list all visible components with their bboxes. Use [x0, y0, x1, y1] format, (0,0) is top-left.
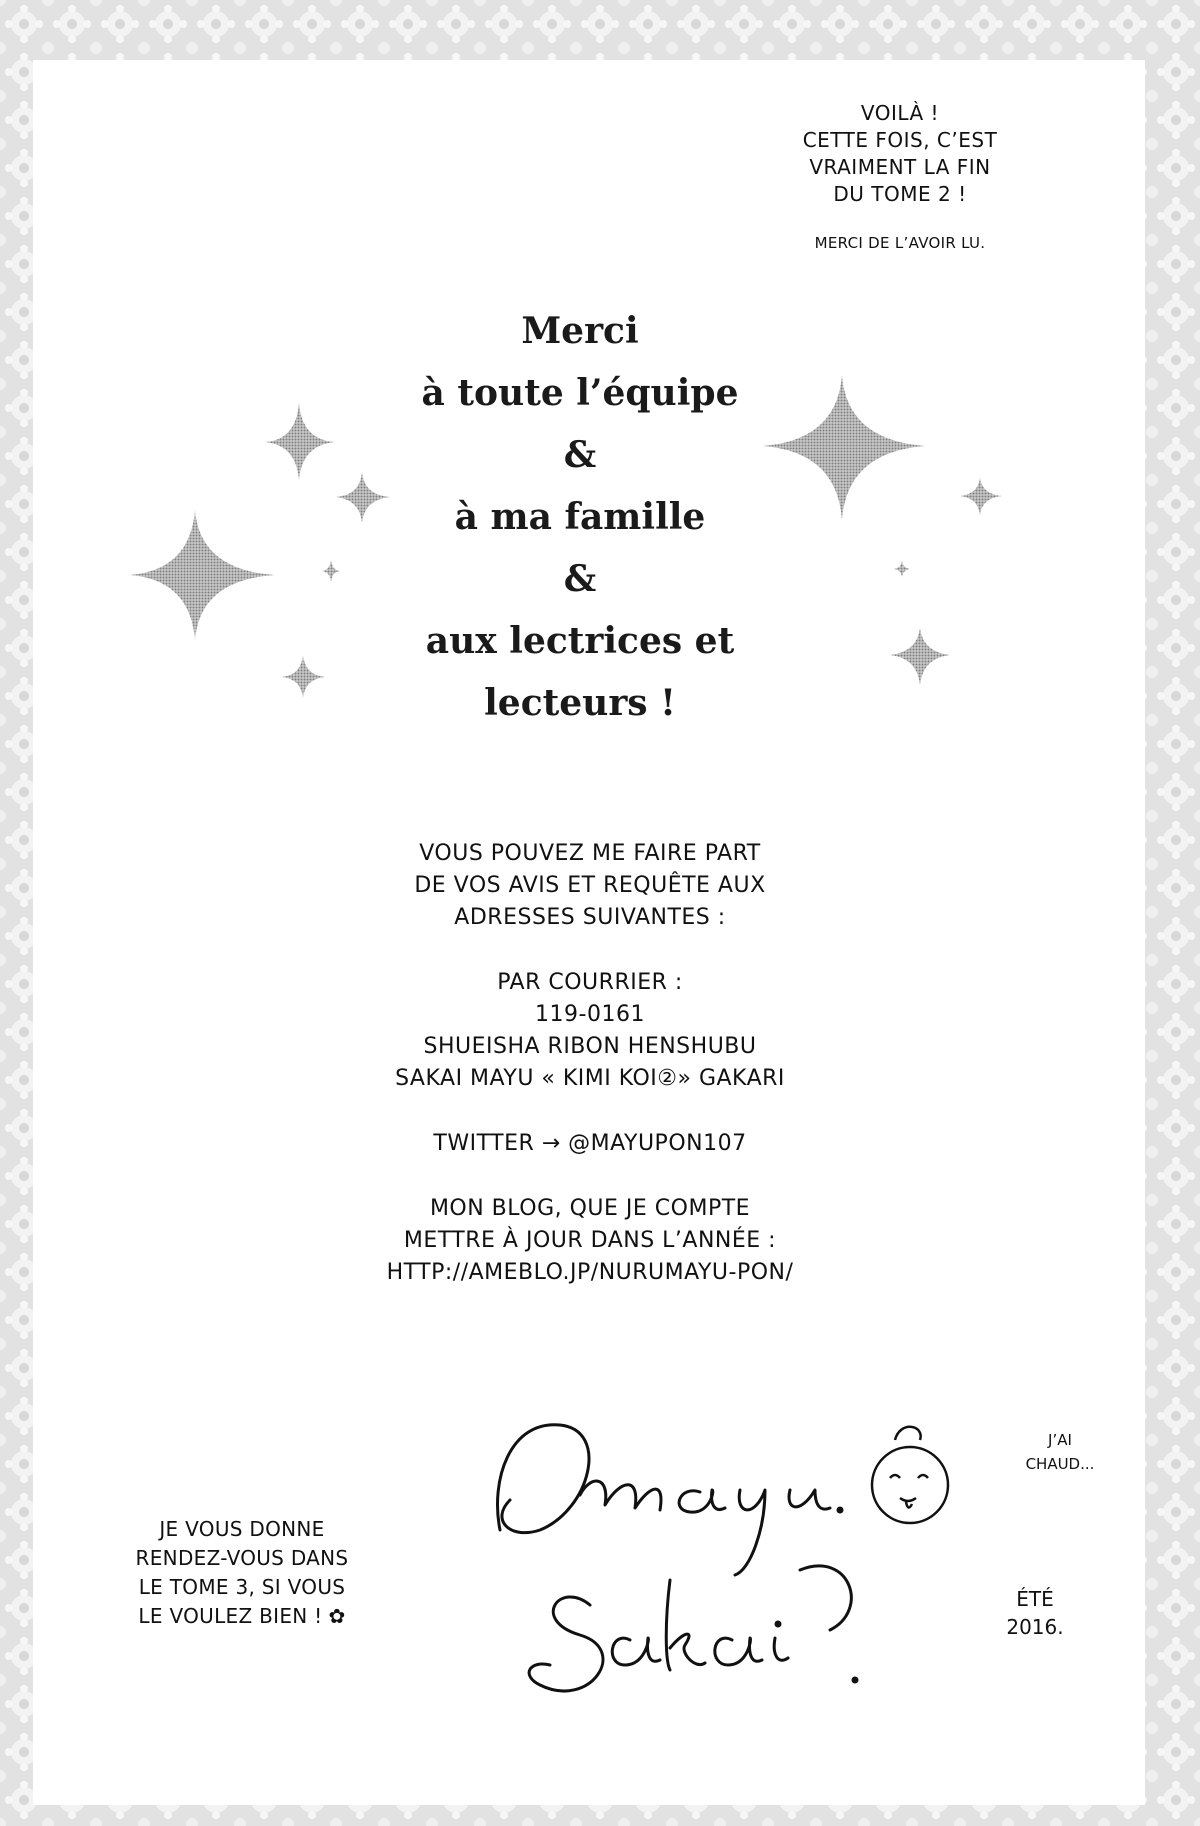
year: 2016. [1006, 1615, 1064, 1639]
sparkle-icon [130, 510, 275, 640]
thanks-line: aux lectrices et [425, 620, 735, 662]
note-line: DU TOME 2 ! [833, 182, 967, 206]
note-line: CETTE FOIS, C’EST [802, 128, 998, 152]
closing-line: LE TOME 3, SI VOUS [138, 1575, 346, 1599]
aside-line: CHAUD... [1025, 1455, 1095, 1473]
end-of-volume-note [770, 100, 1030, 257]
closing-line: RENDEZ-VOUS DANS [135, 1546, 349, 1570]
thanks-message [300, 300, 860, 734]
note-line: VRAIMENT LA FIN [809, 155, 991, 179]
sparkle-icon [960, 478, 1002, 515]
contact-line: SHUEISHA RIBON HENSHUBU [423, 1034, 757, 1059]
thanks-line: à ma famille [454, 496, 706, 538]
flower-icon: ✿ [328, 1604, 346, 1628]
thanks-line: & [563, 434, 597, 476]
note-line: VOILÀ ! [860, 101, 940, 125]
sparkle-icon [894, 561, 910, 577]
thanks-line: lecteurs ! [484, 682, 676, 724]
contact-line: HTTP://AMEBLO.JP/NURUMAYU-PON/ [386, 1260, 794, 1285]
aside-line: J’AI [1048, 1431, 1072, 1449]
contact-information [280, 838, 900, 1322]
closing-line-text: LE VOULEZ BIEN ! [138, 1604, 323, 1628]
thanks-line: & [563, 558, 597, 600]
season: ÉTÉ [1016, 1587, 1054, 1611]
contact-line: ADRESSES SUIVANTES : [454, 905, 726, 930]
contact-line: 119-0161 [535, 1002, 645, 1027]
thanks-for-reading: MERCI DE L’AVOIR LU. [814, 234, 986, 252]
contact-line: METTRE À JOUR DANS L’ANNÉE : [403, 1228, 777, 1253]
twitter-handle [280, 1128, 900, 1160]
author-signature [470, 1380, 990, 1720]
thanks-line: Merci [521, 310, 639, 352]
closing-note [82, 1515, 402, 1631]
closing-line: JE VOUS DONNE [159, 1517, 325, 1541]
blog-address [280, 1193, 900, 1289]
contact-line: PAR COURRIER : [497, 970, 683, 995]
date-note [985, 1585, 1085, 1641]
sparkle-icon [890, 628, 950, 685]
contact-line: SAKAI MAYU « KIMI KOI②» GAKARI [395, 1066, 785, 1091]
contact-intro [280, 838, 900, 934]
closing-line [82, 1602, 402, 1631]
contact-line: TWITTER → @MAYUPON107 [433, 1131, 747, 1156]
mail-address [280, 967, 900, 1095]
contact-line: MON BLOG, QUE JE COMPTE [429, 1196, 751, 1221]
aside-note [1015, 1428, 1105, 1476]
contact-line: DE VOS AVIS ET REQUÊTE AUX [414, 873, 766, 898]
face-doodle-icon [872, 1427, 948, 1523]
contact-line: VOUS POUVEZ ME FAIRE PART [419, 841, 761, 866]
thanks-line: à toute l’équipe [421, 372, 739, 414]
